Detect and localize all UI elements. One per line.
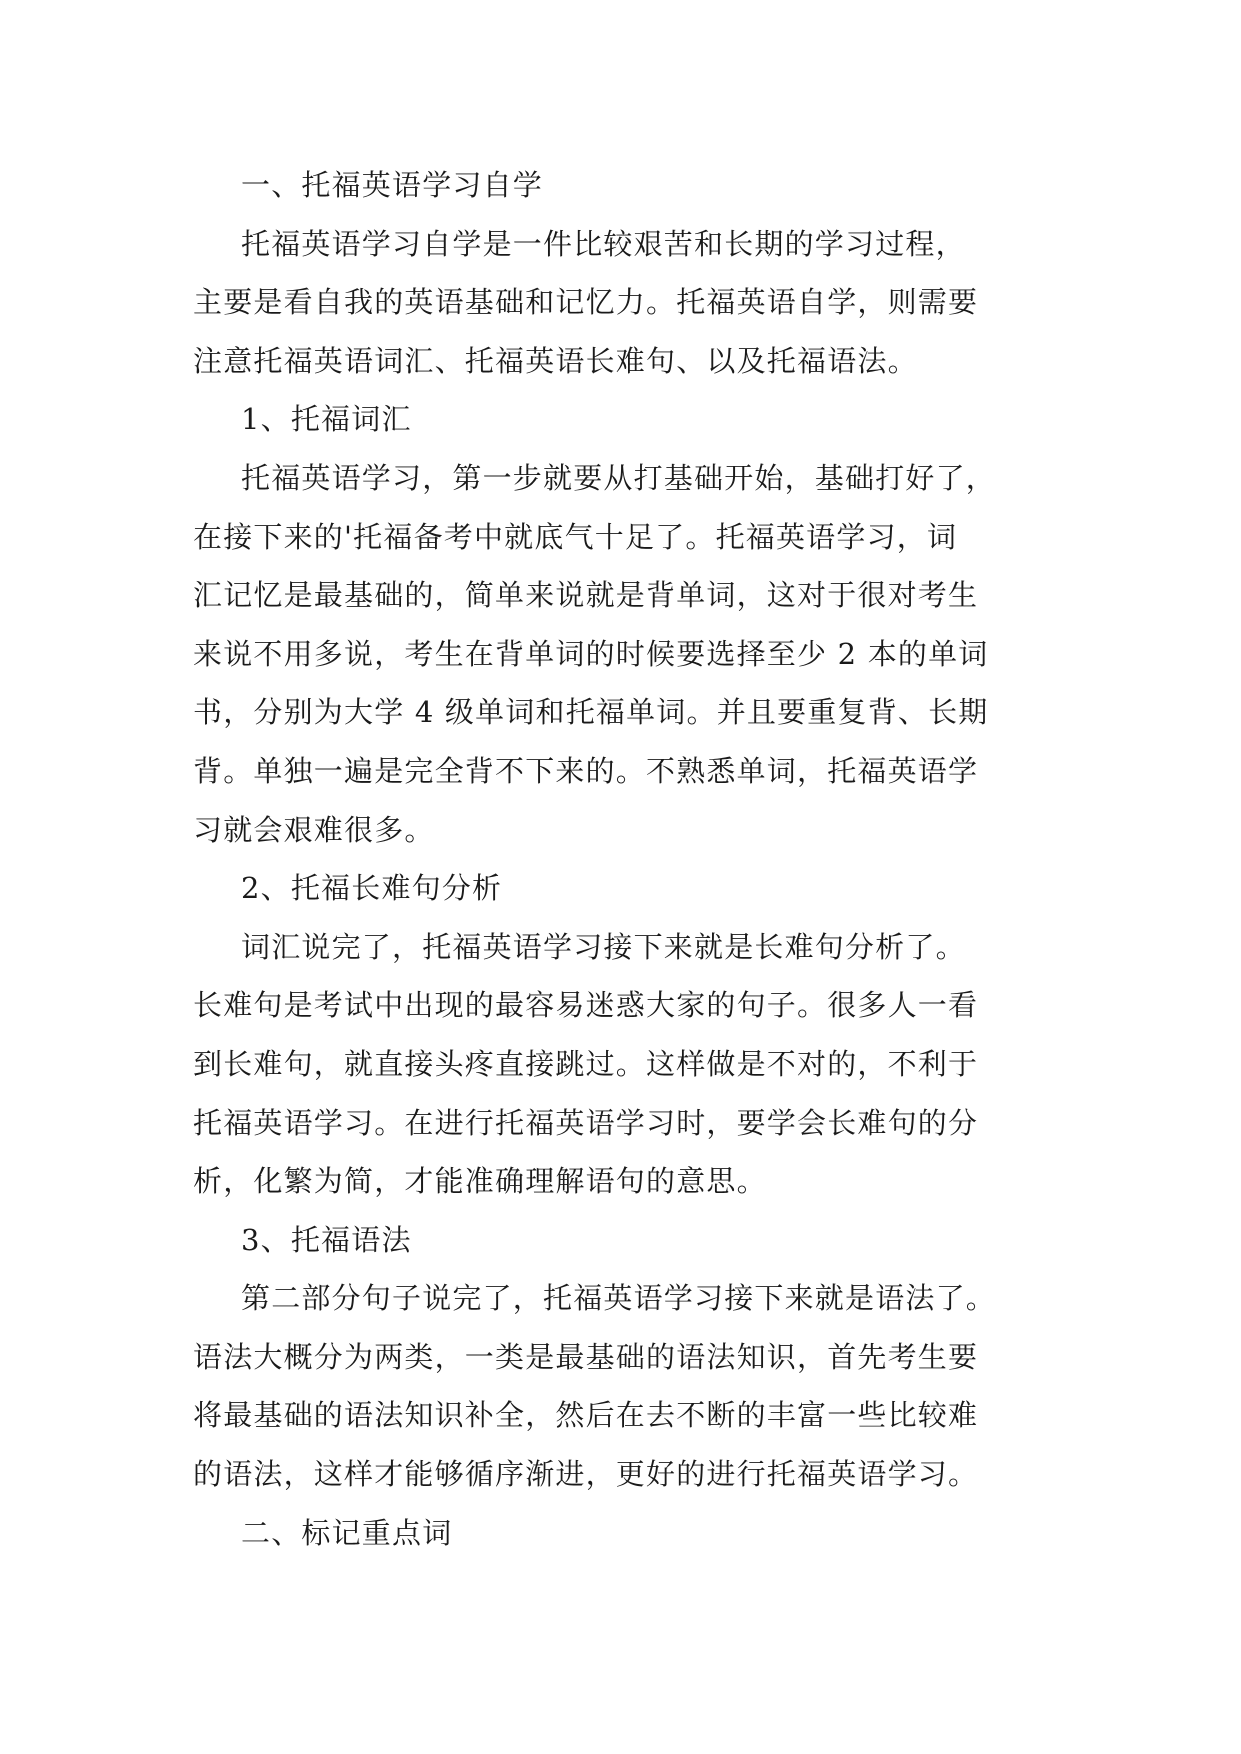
paragraph-line: 将最基础的语法知识补全，然后在去不断的丰富一些比较难 bbox=[193, 1398, 979, 1433]
section-heading-1: 一、托福英语学习自学 bbox=[241, 168, 544, 202]
paragraph-line: 来说不用多说，考生在背单词的时候要选择至少 2 本的单词 bbox=[193, 636, 989, 671]
subsection-heading-2: 2、托福长难句分析 bbox=[241, 871, 503, 906]
paragraph-line: 长难句是考试中出现的最容易迷惑大家的句子。很多人一看 bbox=[193, 988, 979, 1023]
paragraph-line: 托福英语学习。在进行托福英语学习时，要学会长难句的分 bbox=[193, 1105, 979, 1140]
subsection-heading-1: 1、托福词汇 bbox=[241, 402, 412, 437]
paragraph-line: 到长难句，就直接头疼直接跳过。这样做是不对的，不利于 bbox=[193, 1046, 979, 1081]
paragraph-line: 注意托福英语词汇、托福英语长难句、以及托福语法。 bbox=[193, 343, 918, 378]
paragraph-line: 汇记忆是最基础的，简单来说就是背单词，这对于很对考生 bbox=[193, 578, 979, 613]
paragraph-line: 托福英语学习自学是一件比较艰苦和长期的学习过程， bbox=[241, 226, 966, 261]
paragraph-line: 书，分别为大学 4 级单词和托福单词。并且要重复背、长期 bbox=[193, 695, 989, 730]
document-body bbox=[193, 156, 1063, 1562]
paragraph-line: 第二部分句子说完了，托福英语学习接下来就是语法了。 bbox=[241, 1281, 997, 1316]
paragraph-line: 的语法，这样才能够循序渐进，更好的进行托福英语学习。 bbox=[193, 1457, 979, 1492]
paragraph-line: 语法大概分为两类，一类是最基础的语法知识，首先考生要 bbox=[193, 1339, 979, 1374]
paragraph-line: 托福英语学习，第一步就要从打基础开始，基础打好了， bbox=[241, 460, 997, 495]
paragraph-line: 习就会艰难很多。 bbox=[193, 812, 435, 847]
subsection-heading-3: 3、托福语法 bbox=[241, 1222, 412, 1257]
paragraph-line: 背。单独一遍是完全背不下来的。不熟悉单词，托福英语学 bbox=[193, 753, 979, 788]
section-heading-2: 二、标记重点词 bbox=[241, 1515, 453, 1550]
paragraph-line: 主要是看自我的英语基础和记忆力。托福英语自学，则需要 bbox=[193, 285, 979, 320]
paragraph-line: 词汇说完了，托福英语学习接下来就是长难句分析了。 bbox=[241, 929, 966, 964]
paragraph-line: 在接下来的'托福备考中就底气十足了。托福英语学习，词 bbox=[193, 519, 958, 554]
paragraph-line: 析，化繁为简，才能准确理解语句的意思。 bbox=[193, 1164, 767, 1199]
